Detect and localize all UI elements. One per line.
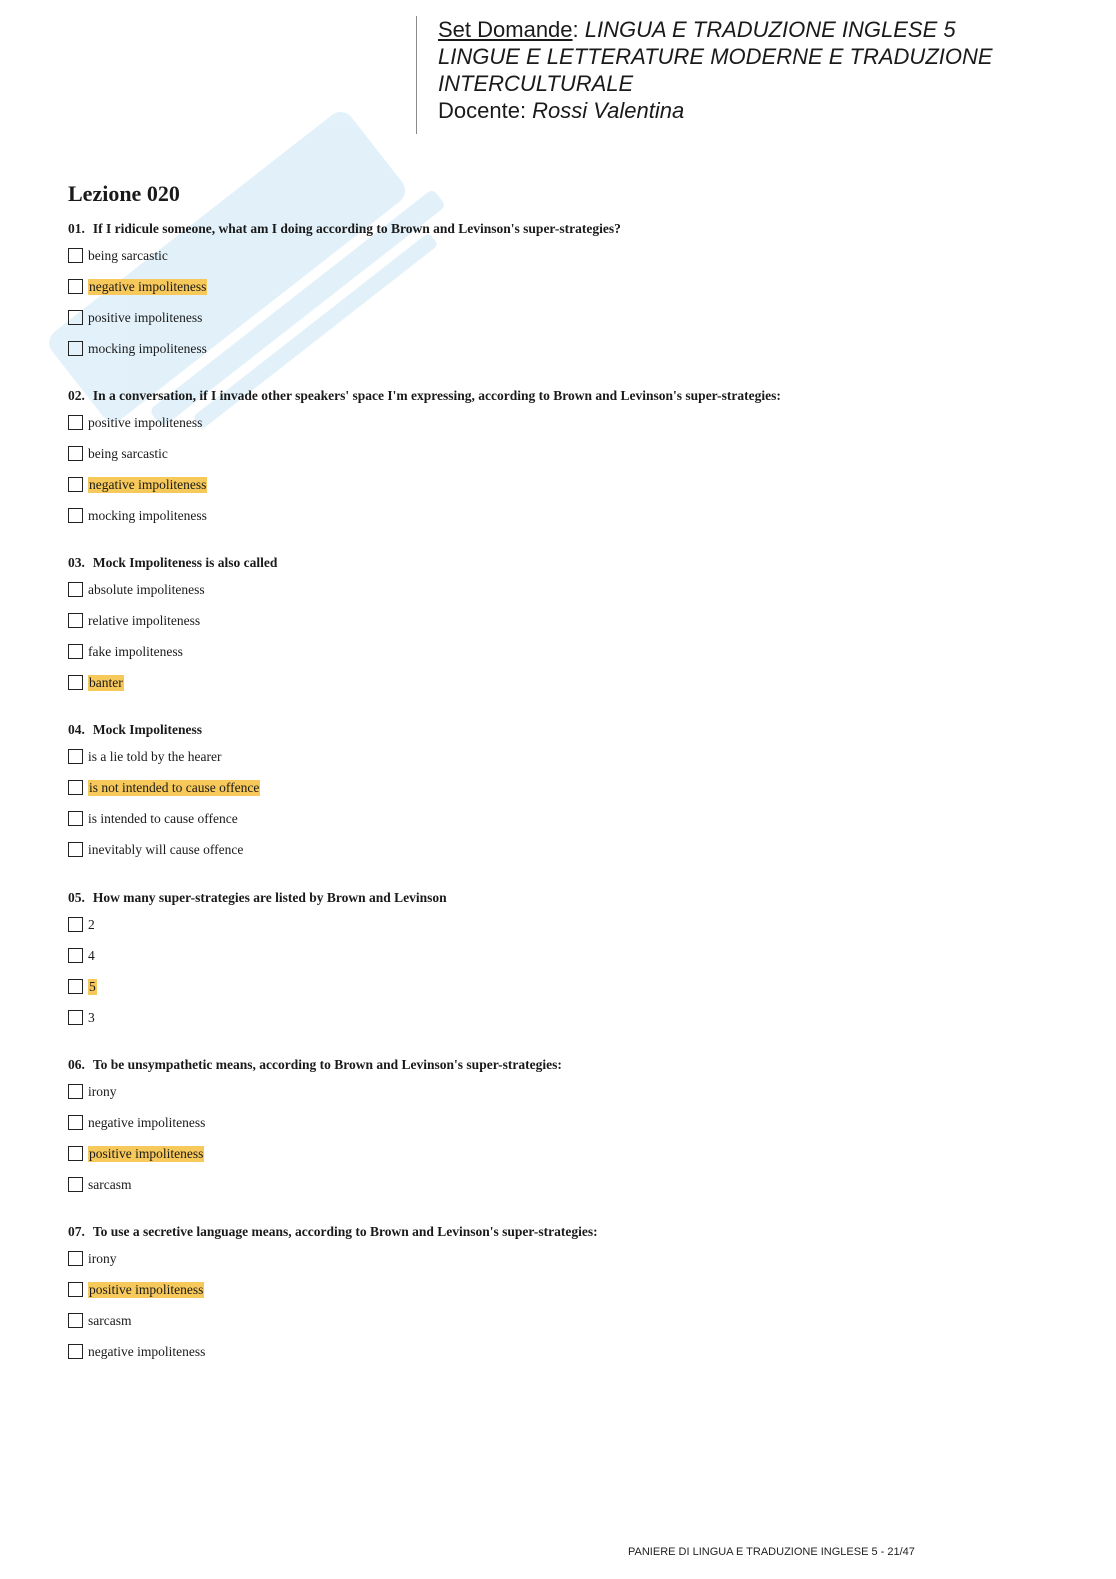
answer-label: relative impoliteness xyxy=(88,612,201,628)
answer-label: negative impoliteness xyxy=(89,278,207,294)
page-footer: PANIERE DI LINGUA E TRADUZIONE INGLESE 5 - 21/47 xyxy=(628,1546,915,1558)
checkbox[interactable] xyxy=(68,675,83,690)
question-number: 04. xyxy=(68,722,85,737)
answer-option[interactable] xyxy=(68,1305,1068,1336)
degree-line-2: INTERCULTURALE xyxy=(438,71,634,96)
answer-label: negative impoliteness xyxy=(88,1114,206,1130)
question xyxy=(68,887,1068,1033)
answer-option[interactable] xyxy=(68,971,1068,1002)
answer-label: banter xyxy=(89,674,123,690)
answer-label: irony xyxy=(88,1083,117,1099)
checkbox[interactable] xyxy=(68,917,83,932)
answer-option[interactable] xyxy=(68,1107,1068,1138)
checkbox[interactable] xyxy=(68,780,83,795)
question-number: 05. xyxy=(68,890,85,905)
answer-option[interactable] xyxy=(68,1002,1068,1033)
checkbox[interactable] xyxy=(68,279,83,294)
answer-option[interactable] xyxy=(68,803,1068,834)
checkbox[interactable] xyxy=(68,749,83,764)
answer-option[interactable] xyxy=(68,438,1068,469)
answer-label: is intended to cause offence xyxy=(88,810,238,826)
answer-label: 3 xyxy=(88,1009,95,1025)
checkbox[interactable] xyxy=(68,582,83,597)
question-text xyxy=(68,218,1068,240)
question-number: 02. xyxy=(68,388,85,403)
checkbox[interactable] xyxy=(68,1251,83,1266)
answer-label: inevitably will cause offence xyxy=(88,841,244,857)
question-text xyxy=(68,1221,1068,1243)
checkbox[interactable] xyxy=(68,948,83,963)
checkbox[interactable] xyxy=(68,1146,83,1161)
answer-label: sarcasm xyxy=(88,1312,132,1328)
answer-label: negative impoliteness xyxy=(89,476,207,492)
checkbox[interactable] xyxy=(68,811,83,826)
checkbox[interactable] xyxy=(68,310,83,325)
answer-option[interactable] xyxy=(68,667,1068,698)
answer-option[interactable] xyxy=(68,1076,1068,1107)
set-label: Set Domande xyxy=(438,17,573,42)
question-prompt: In a conversation, if I invade other speakers' space I'm expressing, according to Brown and Levinson's super-strategies: xyxy=(92,388,781,403)
checkbox[interactable] xyxy=(68,1010,83,1025)
question-text xyxy=(68,1054,1068,1076)
teacher-label: Docente: xyxy=(438,98,533,123)
question xyxy=(68,719,1068,865)
question-prompt: If I ridicule someone, what am I doing according to Brown and Levinson's super-strategies? xyxy=(92,221,621,236)
question-prompt: To be unsympathetic means, according to Brown and Levinson's super-strategies: xyxy=(92,1057,562,1072)
checkbox[interactable] xyxy=(68,644,83,659)
checkbox[interactable] xyxy=(68,979,83,994)
question xyxy=(68,218,1068,364)
answer-option[interactable] xyxy=(68,1336,1068,1367)
checkbox[interactable] xyxy=(68,477,83,492)
answer-label: is a lie told by the hearer xyxy=(88,748,222,764)
answer-label: sarcasm xyxy=(88,1176,132,1192)
checkbox[interactable] xyxy=(68,415,83,430)
question-text xyxy=(68,385,1068,407)
answer-option[interactable] xyxy=(68,500,1068,531)
answer-label: absolute impoliteness xyxy=(88,581,205,597)
question-prompt: How many super-strategies are listed by Brown and Levinson xyxy=(92,890,447,905)
answer-option[interactable] xyxy=(68,271,1068,302)
checkbox[interactable] xyxy=(68,842,83,857)
question-number: 06. xyxy=(68,1057,85,1072)
set-separator: : xyxy=(572,17,585,42)
answer-option[interactable] xyxy=(68,302,1068,333)
answer-label: positive impoliteness xyxy=(89,1145,204,1161)
answer-option[interactable] xyxy=(68,1138,1068,1169)
checkbox[interactable] xyxy=(68,1177,83,1192)
checkbox[interactable] xyxy=(68,613,83,628)
answer-option[interactable] xyxy=(68,333,1068,364)
question xyxy=(68,385,1068,531)
question-number: 03. xyxy=(68,555,85,570)
lesson-title: Lezione 020 xyxy=(68,181,180,206)
answer-label: is not intended to cause offence xyxy=(89,779,260,795)
question xyxy=(68,1221,1068,1367)
answer-option[interactable] xyxy=(68,940,1068,971)
answer-option[interactable] xyxy=(68,574,1068,605)
answer-option[interactable] xyxy=(68,240,1068,271)
answer-label: mocking impoliteness xyxy=(88,340,207,356)
answer-label: fake impoliteness xyxy=(88,643,183,659)
answer-label: mocking impoliteness xyxy=(88,507,207,523)
checkbox[interactable] xyxy=(68,446,83,461)
checkbox[interactable] xyxy=(68,341,83,356)
answer-option[interactable] xyxy=(68,772,1068,803)
checkbox[interactable] xyxy=(68,1084,83,1099)
question-number: 01. xyxy=(68,221,85,236)
question-prompt: Mock Impoliteness is also called xyxy=(92,555,278,570)
course-name: LINGUA E TRADUZIONE INGLESE 5 xyxy=(584,17,956,42)
answer-option[interactable] xyxy=(68,636,1068,667)
answer-label: being sarcastic xyxy=(88,445,168,461)
degree-line-1: LINGUE E LETTERATURE MODERNE E TRADUZIONE xyxy=(438,44,993,69)
answer-label: positive impoliteness xyxy=(88,414,203,430)
answer-option[interactable] xyxy=(68,909,1068,940)
answer-option[interactable] xyxy=(68,834,1068,865)
answer-label: positive impoliteness xyxy=(89,1281,204,1297)
answer-option[interactable] xyxy=(68,407,1068,438)
question xyxy=(68,1054,1068,1200)
answer-label: being sarcastic xyxy=(88,247,168,263)
question-number: 07. xyxy=(68,1224,85,1239)
answer-label: 4 xyxy=(88,947,95,963)
checkbox[interactable] xyxy=(68,248,83,263)
checkbox[interactable] xyxy=(68,1344,83,1359)
answer-option[interactable] xyxy=(68,1169,1068,1200)
answer-option[interactable] xyxy=(68,605,1068,636)
checkbox[interactable] xyxy=(68,1115,83,1130)
teacher-name: Rossi Valentina xyxy=(532,98,685,123)
document-header xyxy=(438,16,1078,124)
question-prompt: To use a secretive language means, according to Brown and Levinson's super-strategies: xyxy=(92,1224,598,1239)
answer-option[interactable] xyxy=(68,741,1068,772)
question xyxy=(68,552,1068,698)
answer-label: 5 xyxy=(89,978,96,994)
answer-option[interactable] xyxy=(68,469,1068,500)
question-text xyxy=(68,719,1068,741)
question-prompt: Mock Impoliteness xyxy=(92,722,202,737)
answer-label: negative impoliteness xyxy=(88,1343,206,1359)
checkbox[interactable] xyxy=(68,1282,83,1297)
answer-label: positive impoliteness xyxy=(88,309,203,325)
answer-label: 2 xyxy=(88,916,95,932)
answer-option[interactable] xyxy=(68,1243,1068,1274)
answer-label: irony xyxy=(88,1250,117,1266)
header-divider xyxy=(416,16,417,134)
checkbox[interactable] xyxy=(68,508,83,523)
question-text xyxy=(68,887,1068,909)
question-text xyxy=(68,552,1068,574)
checkbox[interactable] xyxy=(68,1313,83,1328)
answer-option[interactable] xyxy=(68,1274,1068,1305)
